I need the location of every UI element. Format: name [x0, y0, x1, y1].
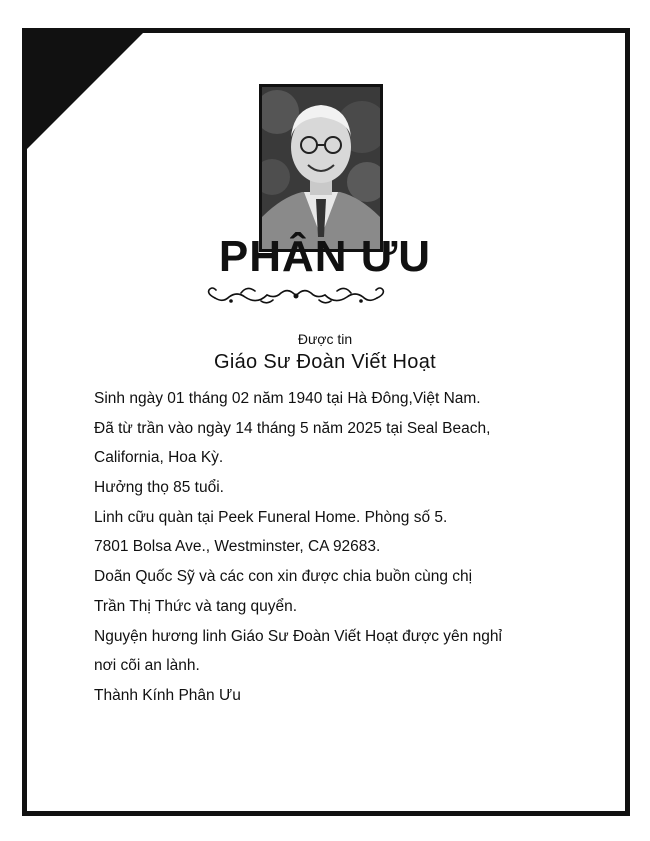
- notice-line: Hưởng thọ 85 tuổi.: [94, 479, 224, 497]
- notice-line: 7801 Bolsa Ave., Westminster, CA 92683.: [94, 538, 381, 556]
- notice-line: Doãn Quốc Sỹ và các con xin được chia buồn cùng chị: [94, 568, 473, 586]
- mourning-ribbon-corner: [27, 33, 143, 149]
- notice-line: Trần Thị Thức và tang quyển.: [94, 597, 298, 615]
- notice-line: Sinh ngày 01 tháng 02 năm 1940 tại Hà Đông,Việt Nam.: [94, 390, 481, 407]
- flourish-divider-icon: [201, 283, 391, 309]
- notice-line: Thành Kính Phân Ưu: [94, 686, 241, 704]
- notice-line: Linh cữu quàn tại Peek Funeral Home. Phòng số 5.: [94, 508, 448, 526]
- notice-subtitle: Được tin: [297, 331, 353, 347]
- portrait-photo: [259, 84, 383, 252]
- notice-body: [94, 384, 574, 711]
- page-title: PHÂN ƯU: [218, 232, 432, 281]
- deceased-name: Giáo Sư Đoàn Viết Hoạt: [214, 351, 436, 373]
- notice-line: Đã từ trần vào ngày 14 tháng 5 năm 2025 tại Seal Beach,: [94, 419, 491, 437]
- notice-line: Nguyện hương linh Giáo Sư Đoàn Viết Hoạt được yên nghỉ: [94, 627, 502, 645]
- notice-line: nơi cõi an lành.: [94, 657, 200, 675]
- notice-line: California, Hoa Kỳ.: [94, 449, 224, 467]
